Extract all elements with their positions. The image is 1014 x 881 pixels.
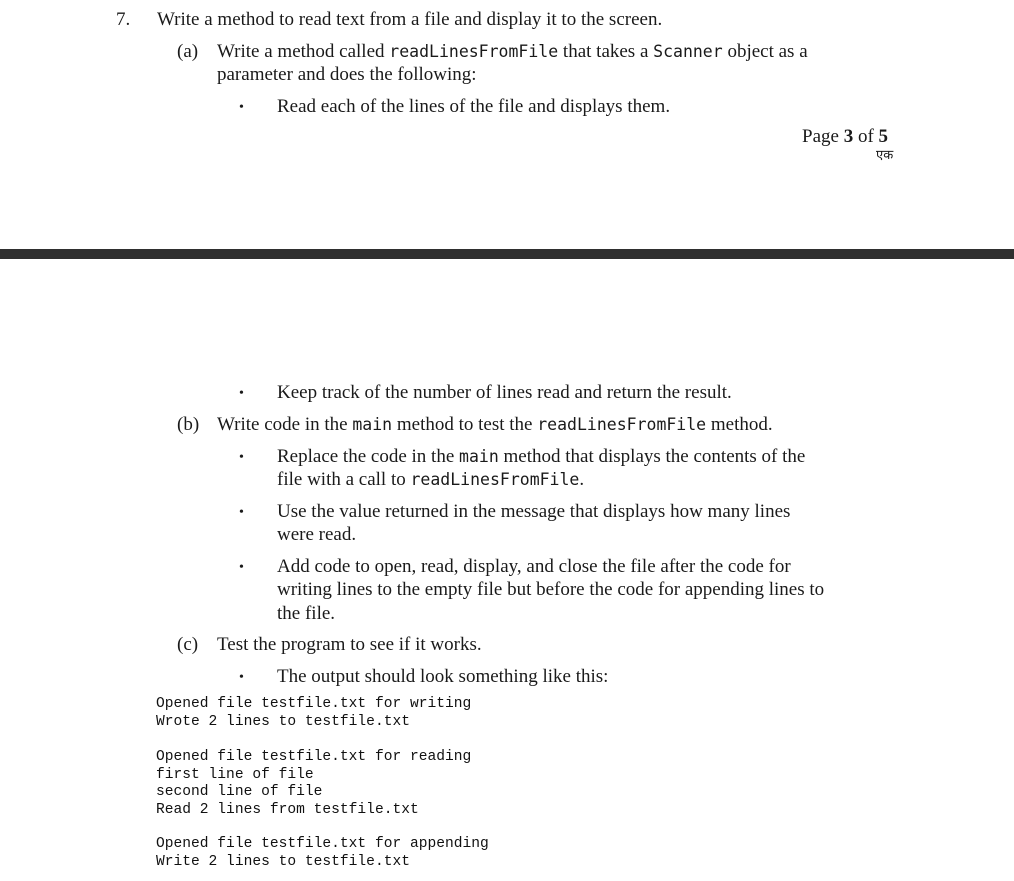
- bullet-dot: •: [239, 386, 244, 401]
- bullet-dot: •: [239, 560, 244, 575]
- page-number: Page 3 of 5: [802, 126, 889, 147]
- part-b-text: Write code in the main method to test the readLinesFromFile method.: [217, 414, 773, 435]
- part-c-bullet: The output should look something like this:: [277, 666, 609, 687]
- bullet-dot: •: [239, 670, 244, 685]
- part-a-line1: Write a method called readLinesFromFile that takes a Scanner object as a: [217, 41, 808, 62]
- part-b-label: (b): [177, 414, 200, 435]
- page-mark: एक: [876, 148, 894, 163]
- part-b-bullet-3-line2: writing lines to the empty file but before the code for appending lines to: [277, 579, 825, 600]
- part-b-bullet-2-line1: Use the value returned in the message that displays how many lines: [277, 501, 791, 522]
- question-text: Write a method to read text from a file and display it to the screen.: [157, 9, 663, 30]
- part-b-bullet-3-line1: Add code to open, read, display, and close the file after the code for: [277, 556, 791, 577]
- part-b-bullet-3-line3: the file.: [277, 603, 336, 624]
- bullet-dot: •: [239, 100, 244, 115]
- part-a-line2: parameter and does the following:: [217, 64, 477, 85]
- part-a-bullet-2: Keep track of the number of lines read and return the result.: [277, 382, 732, 403]
- question-number: 7.: [116, 9, 131, 30]
- bullet-dot: •: [239, 505, 244, 520]
- part-b-bullet-1-line1: Replace the code in the main method that displays the contents of the: [277, 446, 806, 467]
- part-c-label: (c): [177, 634, 199, 655]
- code-scanner: Scanner: [653, 42, 723, 61]
- code-readLinesFromFile: readLinesFromFile: [389, 42, 559, 61]
- part-c-text: Test the program to see if it works.: [217, 634, 482, 655]
- output-block-2: Opened file testfile.txt for reading first line of file second line of file Read 2 lines from testfile.txt: [156, 749, 472, 818]
- part-b-bullet-1-line2: file with a call to readLinesFromFile.: [277, 469, 585, 490]
- page-break-divider: [0, 249, 1014, 259]
- output-block-1: Opened file testfile.txt for writing Wrote 2 lines to testfile.txt: [156, 696, 472, 730]
- output-block-3: Opened file testfile.txt for appending Write 2 lines to testfile.txt: [156, 836, 489, 870]
- part-a-label: (a): [177, 41, 199, 62]
- part-a-bullet-1: Read each of the lines of the file and displays them.: [277, 96, 671, 117]
- bullet-dot: •: [239, 450, 244, 465]
- part-b-bullet-2-line2: were read.: [277, 524, 357, 545]
